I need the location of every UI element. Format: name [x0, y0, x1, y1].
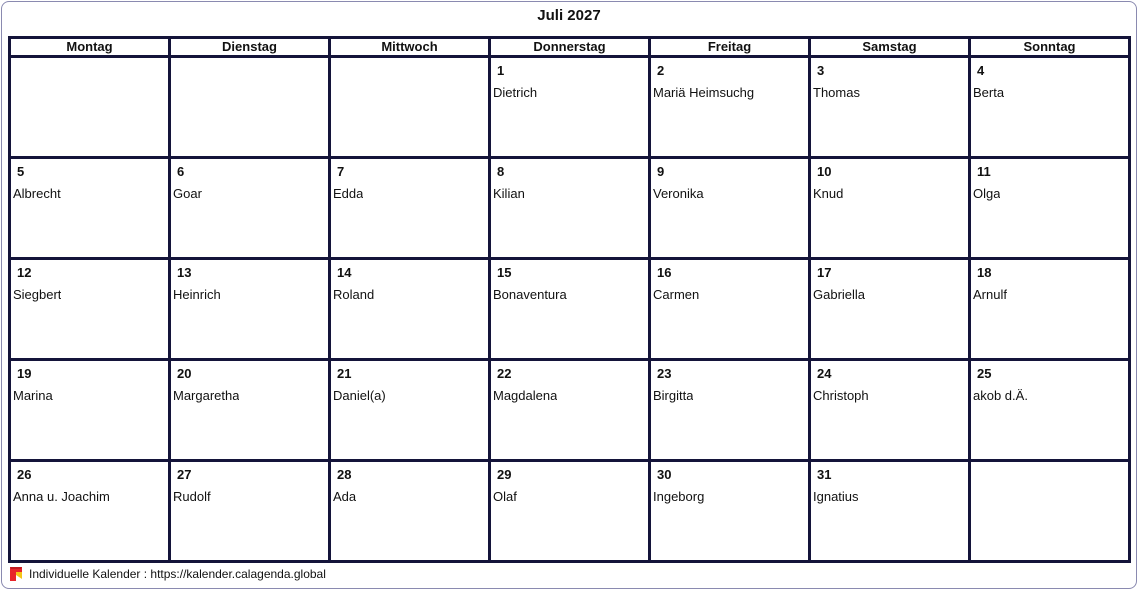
name-day-label: Anna u. Joachim — [13, 489, 110, 504]
name-day-label: Albrecht — [13, 186, 61, 201]
day-cell — [650, 158, 810, 259]
day-number: 28 — [337, 467, 352, 482]
day-cell — [10, 360, 170, 461]
day-number: 23 — [657, 366, 672, 381]
weekday-header-row — [10, 38, 1130, 57]
day-number: 14 — [337, 265, 352, 280]
day-cell — [490, 461, 650, 562]
day-cell — [650, 461, 810, 562]
week-row — [10, 158, 1130, 259]
day-cell — [650, 360, 810, 461]
week-row — [10, 57, 1130, 158]
weekday-header: Dienstag — [170, 38, 330, 57]
day-number: 20 — [177, 366, 192, 381]
day-cell — [490, 259, 650, 360]
day-cell — [490, 57, 650, 158]
day-number: 18 — [977, 265, 992, 280]
name-day-label: Ada — [333, 489, 357, 504]
day-cell — [330, 259, 490, 360]
day-cell — [970, 259, 1130, 360]
day-number: 24 — [817, 366, 832, 381]
day-cell — [970, 57, 1130, 158]
name-day-label: Rudolf — [173, 489, 211, 504]
day-cell — [810, 461, 970, 562]
empty-day-cell — [10, 57, 170, 158]
name-day-label: Ignatius — [813, 489, 859, 504]
name-day-label: Magdalena — [493, 388, 558, 403]
day-cell — [650, 259, 810, 360]
day-number: 31 — [817, 467, 832, 482]
day-number: 30 — [657, 467, 672, 482]
day-number: 16 — [657, 265, 672, 280]
week-row — [10, 259, 1130, 360]
name-day-label: Edda — [333, 186, 364, 201]
day-number: 7 — [337, 164, 345, 179]
day-cell — [10, 158, 170, 259]
day-number: 2 — [657, 63, 665, 78]
day-number: 26 — [17, 467, 32, 482]
calendar-title: Juli 2027 — [537, 7, 601, 24]
day-number: 17 — [817, 265, 832, 280]
day-cell — [650, 57, 810, 158]
day-cell — [10, 259, 170, 360]
name-day-label: Roland — [333, 287, 375, 302]
day-number: 15 — [497, 265, 512, 280]
name-day-label: Mariä Heimsuchg — [653, 85, 755, 100]
day-cell — [810, 158, 970, 259]
name-day-label: Margaretha — [173, 388, 240, 403]
name-day-label: Berta — [973, 85, 1005, 100]
name-day-label: Olaf — [493, 489, 517, 504]
weekday-header: Donnerstag — [490, 38, 650, 57]
name-day-label: Birgitta — [653, 388, 694, 403]
day-number: 3 — [817, 63, 825, 78]
footer — [9, 565, 326, 583]
name-day-label: Knud — [813, 186, 844, 201]
name-day-label: Dietrich — [493, 85, 538, 100]
day-number: 5 — [17, 164, 25, 179]
day-number: 11 — [977, 164, 991, 179]
weekday-header: Mittwoch — [330, 38, 490, 57]
day-number: 13 — [177, 265, 192, 280]
name-day-label: Thomas — [813, 85, 860, 100]
day-cell — [170, 158, 330, 259]
name-day-label: Siegbert — [13, 287, 62, 302]
name-day-label: Christoph — [813, 388, 869, 403]
day-cell — [810, 57, 970, 158]
day-cell — [330, 461, 490, 562]
day-number: 12 — [17, 265, 32, 280]
day-cell — [10, 461, 170, 562]
name-day-label: Kilian — [493, 186, 525, 201]
day-cell — [330, 360, 490, 461]
day-cell — [170, 360, 330, 461]
name-day-label: Heinrich — [173, 287, 221, 302]
day-number: 10 — [817, 164, 832, 179]
name-day-label: Olga — [973, 186, 1001, 201]
calagenda-logo-icon — [9, 566, 23, 582]
weekday-header: Freitag — [650, 38, 810, 57]
footer-text: Individuelle Kalender : https://kalender.calagenda.global — [29, 567, 326, 581]
day-number: 19 — [17, 366, 32, 381]
day-number: 27 — [177, 467, 192, 482]
day-cell — [810, 259, 970, 360]
day-number: 9 — [657, 164, 665, 179]
day-number: 21 — [337, 366, 352, 381]
empty-day-cell — [330, 57, 490, 158]
calendar-grid — [8, 36, 1131, 563]
day-number: 8 — [497, 164, 505, 179]
day-cell — [970, 158, 1130, 259]
day-cell — [170, 259, 330, 360]
weekday-header: Samstag — [810, 38, 970, 57]
empty-day-cell — [170, 57, 330, 158]
day-cell — [490, 158, 650, 259]
name-day-label: Gabriella — [813, 287, 866, 302]
name-day-label: Ingeborg — [653, 489, 705, 504]
day-cell — [170, 461, 330, 562]
name-day-label: Carmen — [653, 287, 700, 302]
weekday-header: Montag — [10, 38, 170, 57]
name-day-label: Bonaventura — [493, 287, 567, 302]
week-row — [10, 461, 1130, 562]
name-day-label: Daniel(a) — [333, 388, 386, 403]
name-day-label: Arnulf — [973, 287, 1007, 302]
empty-day-cell — [970, 461, 1130, 562]
day-number: 6 — [177, 164, 185, 179]
day-cell — [810, 360, 970, 461]
day-number: 1 — [497, 63, 505, 78]
name-day-label: Goar — [173, 186, 202, 201]
day-cell — [490, 360, 650, 461]
weekday-header: Sonntag — [970, 38, 1130, 57]
name-day-label: Veronika — [653, 186, 704, 201]
day-number: 25 — [977, 366, 992, 381]
week-row — [10, 360, 1130, 461]
name-day-label: Marina — [13, 388, 53, 403]
day-cell — [330, 158, 490, 259]
day-number: 4 — [977, 63, 985, 78]
day-number: 29 — [497, 467, 512, 482]
name-day-label: akob d.Ä. — [973, 388, 1028, 403]
day-cell — [970, 360, 1130, 461]
day-number: 22 — [497, 366, 512, 381]
